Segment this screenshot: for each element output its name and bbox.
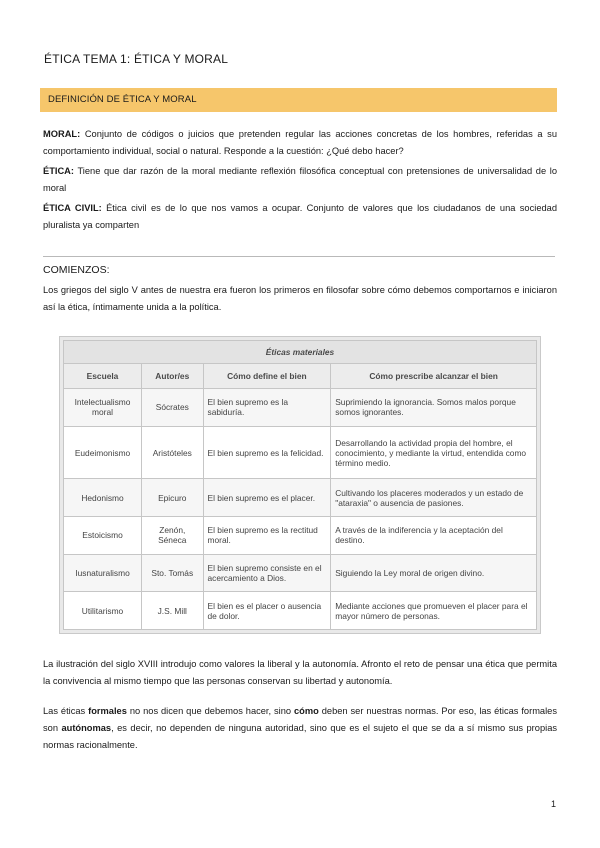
cell-escuela: Hedonismo — [64, 479, 142, 517]
cell-alcanzar-bien: A través de la indiferencia y la aceptación del destino. — [331, 517, 537, 555]
table-row — [64, 389, 537, 427]
definition-etica — [43, 163, 557, 197]
section-header-bar — [40, 88, 557, 112]
definition-text: Ética civil es de lo que nos vamos a ocupar. Conjunto de valores que los ciudadanos de una sociedad pluralista ya comparten — [43, 203, 557, 230]
definition-text: Conjunto de códigos o juicios que pretenden regular las acciones concretas de los hombres, referidas a su comportamiento individual, social o natural. Responde a la cuestión: ¿Qué debo hacer? — [43, 129, 557, 156]
definition-etica-civil — [43, 200, 557, 234]
cell-define-bien: El bien es el placer o ausencia de dolor. — [203, 592, 331, 630]
column-header: Cómo define el bien — [203, 364, 331, 389]
column-header: Cómo prescribe alcanzar el bien — [331, 364, 537, 389]
cell-autor: J.S. Mill — [142, 592, 203, 630]
cell-escuela: Intelectualismo moral — [64, 389, 142, 427]
cell-autor: Sócrates — [142, 389, 203, 427]
cell-escuela: Iusnaturalismo — [64, 554, 142, 592]
cell-define-bien: El bien supremo consiste en el acercamiento a Dios. — [203, 554, 331, 592]
section-divider — [43, 256, 555, 257]
cell-escuela: Utilitarismo — [64, 592, 142, 630]
comienzos-paragraph: Los griegos del siglo V antes de nuestra era fueron los primeros en filosofar sobre cómo debemos comportarnos e iniciaron así la ética, íntimamente unida a la política. — [43, 285, 557, 312]
bold-term: formales — [88, 706, 127, 716]
cell-define-bien: El bien supremo es la rectitud moral. — [203, 517, 331, 555]
text-run: , es decir, no dependen de ninguna autoridad, sino que es el sujeto el que se da a sí mismo sus propias normas racionalmente. — [43, 723, 558, 750]
definition-moral — [43, 126, 557, 160]
cell-define-bien: El bien supremo es la felicidad. — [203, 426, 331, 479]
table-row — [64, 592, 537, 630]
page-number: 1 — [551, 799, 557, 809]
cell-autor: Epicuro — [142, 479, 203, 517]
column-header: Autor/es — [142, 364, 203, 389]
cell-alcanzar-bien: Mediante acciones que promueven el placer para el mayor número de personas. — [331, 592, 537, 630]
eticas-materiales-table — [63, 340, 537, 630]
cell-autor: Zenón, Séneca — [142, 517, 203, 555]
cell-autor: Aristóteles — [142, 426, 203, 479]
table-row — [64, 426, 537, 479]
text-run: Las éticas — [43, 706, 89, 716]
text-run: deben ser nuestras normas. Por eso, las éticas formales son — [43, 706, 557, 733]
bold-term: cómo — [294, 706, 319, 716]
eticas-materiales-figure — [59, 336, 541, 634]
table-row — [64, 517, 537, 555]
cell-alcanzar-bien: Suprimiendo la ignorancia. Somos malos porque somos ignorantes. — [331, 389, 537, 427]
definition-text: Tiene que dar razón de la moral mediante reflexión filosófica conceptual con pretensiones de universalidad de lo moral — [43, 166, 557, 193]
cell-autor: Sto. Tomás — [142, 554, 203, 592]
eticas-formales-paragraph — [43, 703, 557, 754]
cell-escuela: Eudeimonismo — [64, 426, 142, 479]
cell-alcanzar-bien: Desarrollando la actividad propia del hombre, el conocimiento, y mediante la virtud, entendida como término medio. — [331, 426, 537, 479]
page-title: ÉTICA TEMA 1: ÉTICA Y MORAL — [44, 52, 229, 66]
cell-alcanzar-bien: Cultivando los placeres moderados y un estado de "ataraxia" o ausencia de pasiones. — [331, 479, 537, 517]
bold-term: autónomas — [61, 723, 112, 733]
cell-alcanzar-bien: Siguiendo la Ley moral de origen divino. — [331, 554, 537, 592]
table-row — [64, 479, 537, 517]
comienzos-heading: COMIENZOS: — [43, 264, 110, 276]
section-header: DEFINICIÓN DE ÉTICA Y MORAL — [48, 94, 197, 105]
cell-define-bien: El bien supremo es el placer. — [203, 479, 331, 517]
ilustracion-paragraph: La ilustración del siglo XVIII introdujo como valores la liberal y la autonomía. Afronto el reto de pensar una ética que permita la convivencia al mismo tiempo que las personas conservan su libertad y autonomía. — [43, 659, 557, 686]
text-run: no nos dicen que debemos hacer, sino — [126, 706, 294, 716]
definition-term: ÉTICA CIVIL: — [43, 203, 102, 213]
cell-define-bien: El bien supremo es la sabiduría. — [203, 389, 331, 427]
cell-escuela: Estoicismo — [64, 517, 142, 555]
definition-term: ÉTICA: — [43, 166, 74, 176]
table-caption: Éticas materiales — [64, 341, 537, 364]
definition-term: MORAL: — [43, 129, 81, 139]
column-header: Escuela — [64, 364, 142, 389]
table-row — [64, 554, 537, 592]
